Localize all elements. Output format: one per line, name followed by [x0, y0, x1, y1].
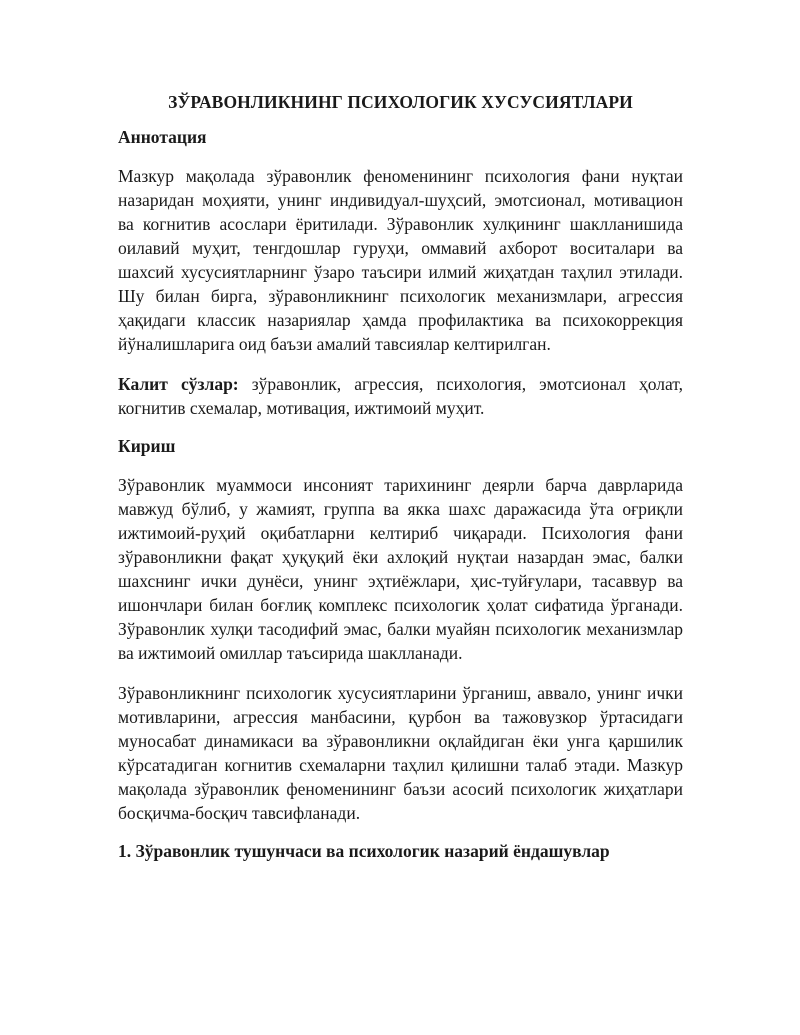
- annotation-text: Мазкур мақолада зўравонлик феноменининг психология фани нуқтаи назаридан моҳияти, унинг индивидуал-шуҳсий, эмотсионал, мотивацион ва когнитив асослари ёритилади. Зўравонлик хулқининг шаклланишида оилавий муҳит, тенгдошлар гуруҳи, оммавий ахборот воситалари ва шахсий хусусиятларнинг ўзаро таъсири илмий жиҳатдан таҳлил этилади. Шу билан бирга, зўравонликнинг психологик механизмлари, агрессия ҳақидаги классик назариялар ҳамда профилактика ва психокоррекция йўналишларига оид баъзи амалий тавсиялар келтирилган.: [118, 166, 683, 354]
- introduction-heading: Кириш: [118, 436, 176, 456]
- annotation-heading: Аннотация: [118, 127, 207, 147]
- keywords-text: зўравонлик, агрессия, психология, эмотсионал ҳолат, когнитив схемалар, мотивация, ижтимоий муҳит.: [118, 374, 683, 418]
- introduction-paragraph-2: Зўравонликнинг психологик хусусиятларини ўрганиш, аввало, унинг ички мотивларини, агрессия манбасини, қурбон ва тажовузкор ўртасидаги муносабат динамикаси ва зўравонликни оқлайдиган ёки унга қаршилик кўрсатадиган когнитив схемаларни таҳлил қилишни талаб этади. Мазкур мақолада зўравонлик феноменининг баъзи асосий психологик жиҳатлари босқичма-босқич тавсифланади.: [118, 683, 683, 823]
- introduction-paragraph-1: Зўравонлик муаммоси инсоният тарихининг деярли барча даврларида мавжуд бўлиб, у жамият, группа ва якка шахс даражасида ўта оғриқли ижтимоий-руҳий оқибатларни келтириб чиқаради. Психология фани зўравонликни фақат ҳуқуқий ёки ахлоқий нуқтаи назардан эмас, балки шахснинг ички дунёси, унинг эҳтиёжлари, ҳис-туйғулари, тасаввур ва ишончлари билан боғлиқ комплекс психологик ҳолат сифатида ўрганади. Зўравонлик хулқи тасодифий эмас, балки муайян психологик механизмлар ва ижтимоий омиллар таъсирида шаклланади.: [118, 475, 683, 663]
- keywords-label: Калит сўзлар:: [118, 374, 239, 394]
- document-page: [118, 92, 683, 862]
- section-1-heading: 1. Зўравонлик тушунчаси ва психологик назарий ёндашувлар: [118, 841, 610, 861]
- keywords-paragraph: [118, 372, 683, 420]
- paper-title: ЗЎРАВОНЛИКНИНГ ПСИХОЛОГИК ХУСУСИЯТЛАРИ: [168, 92, 633, 112]
